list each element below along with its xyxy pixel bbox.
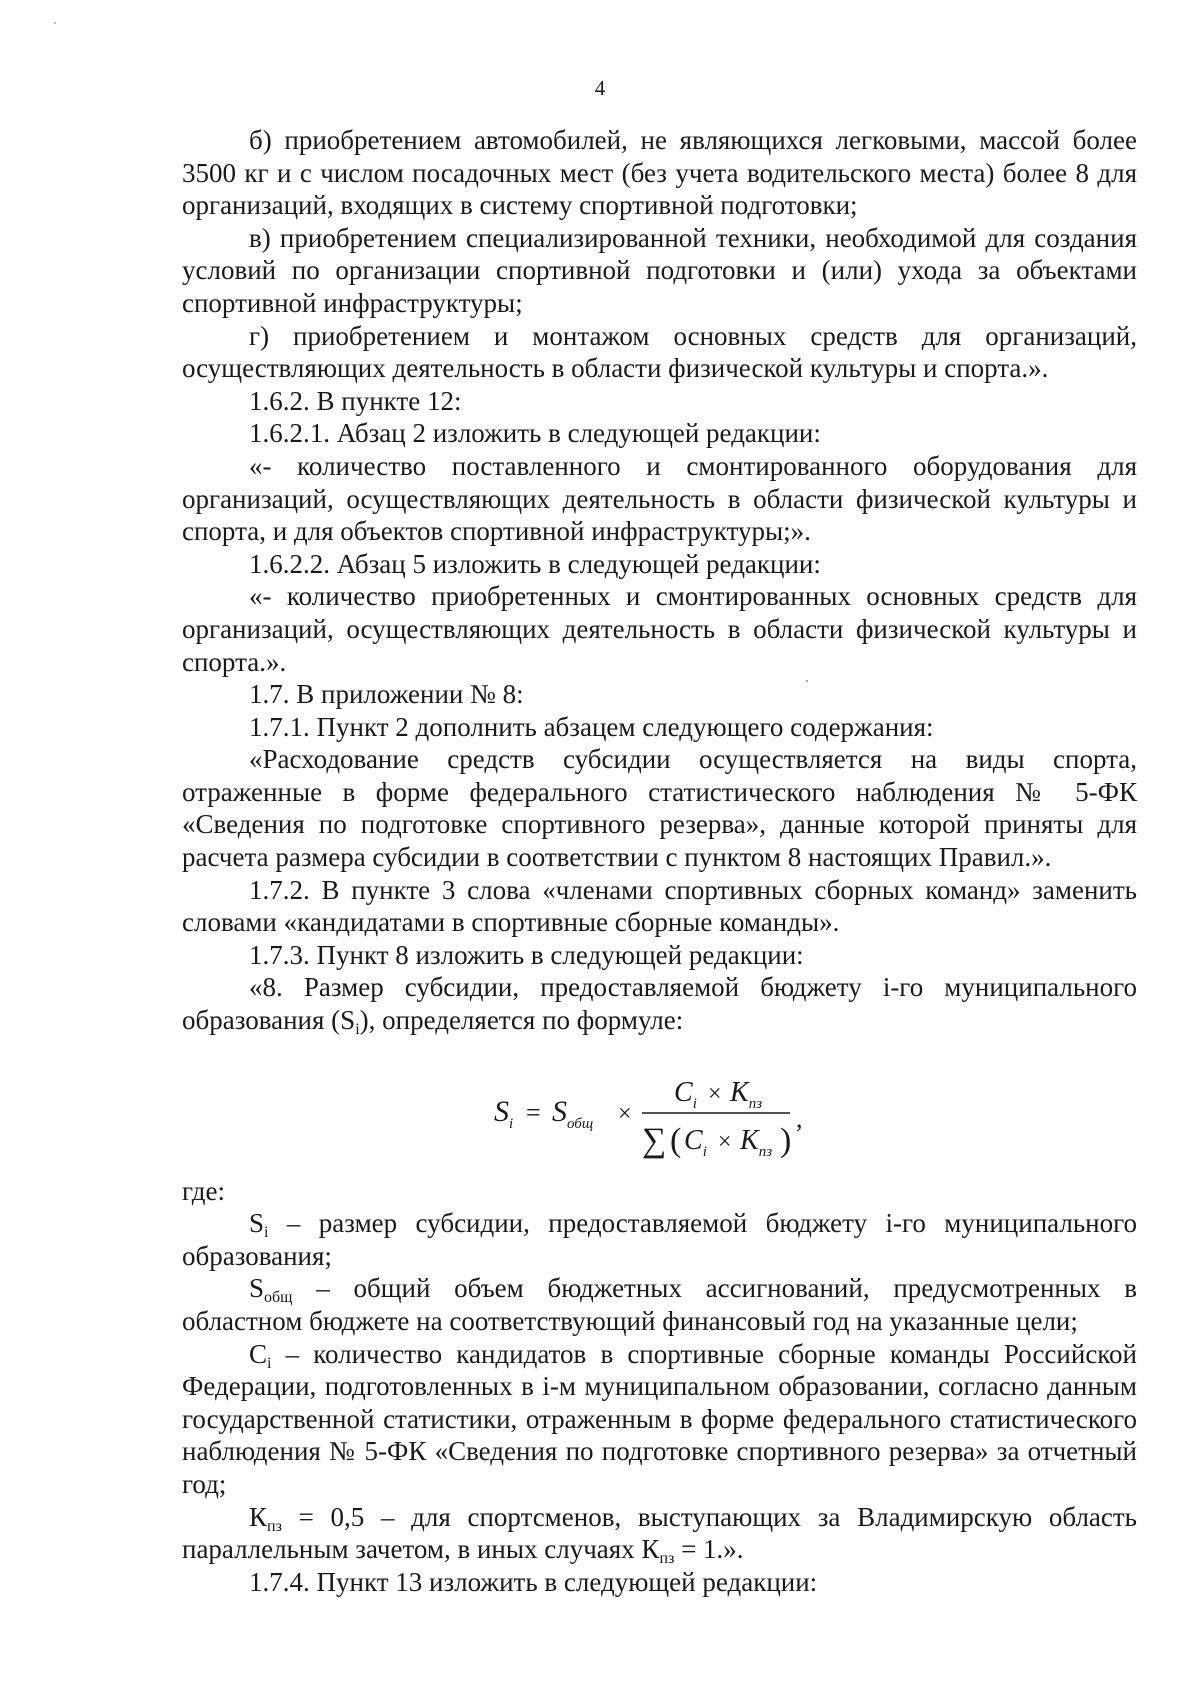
paragraph: в) приобретением специализированной техники, необходимой для создания условий по организации спортивной подготовки и (или) ухода за объектами спортивной инфраструктуры; [182,222,1137,318]
formula-sum: ∑ [642,1121,667,1159]
formula-den-c-sub: i [702,1143,707,1160]
formula-num-c-sub: i [692,1095,697,1112]
formula-den-times: × [718,1128,732,1155]
formula-times: × [618,1100,632,1127]
paragraph: «- количество приобретенных и смонтированных основных средств для организаций, осуществляющих деятельность в области физической культуры и спорта.». [182,581,1137,677]
formula-block [182,1037,1137,1175]
paragraph: 1.7.3. Пункт 8 изложить в следующей редакции: [249,939,804,970]
page-number: 4 [594,76,606,100]
paragraph: г) приобретением и монтажом основных средств для организаций, осуществляющих деятельность в области физической культуры и спорта.». [182,320,1137,384]
svg-text:Ci [674,1077,697,1112]
paragraph: 1.7.2. В пункте 3 слова «членами спортивных сборных команд» заменить словами «кандидатами в спортивные сборные команды». [182,874,1137,938]
paragraph: 1.7. В приложении № 8: [249,679,524,710]
scan-artifact [54,22,56,24]
definition-ci: $C_i$ – количество кандидатов в спортивные сборные команды Российской Федерации, подготовленных в i-м муниципальном образовании, согласно данным государственной статистики, отраженным в форме федерального статистического наблюдения № 5-ФК «Сведения по подготовке спортивного резерва» за отчетный год; [182,1338,1137,1499]
document-body [182,124,1137,1598]
formula-equals: = [526,1097,541,1127]
subsidy-formula [494,1059,834,1169]
svg-text:Kпз [739,1125,772,1160]
formula-total-sub: общ [567,1115,594,1132]
formula-lparen: ( [670,1121,682,1159]
formula-num-c: C [674,1076,693,1108]
definition-si: $S_i$ – размер субсидии, предоставляемой бюджету i-го муниципального образования; [182,1208,1137,1271]
paragraph: 1.6.2. В пункте 12: [249,385,462,416]
formula-intro-paragraph: «8. Размер субсидии, предоставляемой бюджету i-го муниципального образования $(S_i)$, определяется по формуле: [182,972,1137,1039]
paragraph: «Расходование средств субсидии осуществляется на виды спорта, отраженные в форме федерального статистического наблюдения № 5-ФК «Сведения по подготовке спортивного резерва», данные которой приняты для расчета размера субсидии в соответствии с пунктом 8 настоящих Правил.». [182,744,1137,873]
paragraph: 1.7.1. Пункт 2 дополнить абзацем следующего содержания: [249,711,934,742]
formula-lhs: S [494,1094,509,1128]
formula-den-k-sub: пз [758,1143,773,1160]
formula-den-c: C [684,1124,703,1156]
formula-num-times: × [708,1080,722,1107]
svg-text:Sобщ [552,1095,593,1132]
definition-sobsh: $S_{общ}$ – общий объем бюджетных ассигнований, предусмотренных в областном бюджете на соответствующий финансовый год на указанные цели; [182,1273,1137,1336]
svg-text:Ci [684,1125,707,1160]
where-label: где: [182,1175,225,1206]
paragraph: «- количество поставленного и смонтированного оборудования для организаций, осуществляющих деятельность в области физической культуры и спорта, и для объектов спортивной инфраструктуры;». [182,450,1137,547]
formula-num-k-sub: пз [748,1095,763,1112]
svg-text:Si [494,1095,513,1132]
paragraph-last: 1.7.4. Пункт 13 изложить в следующей редакции: [249,1566,818,1597]
formula-total: S [552,1094,567,1128]
formula-den-k: K [740,1124,759,1156]
svg-text:Kпз [729,1077,762,1112]
formula-lhs-sub: i [509,1115,514,1132]
paragraph: б) приобретением автомобилей, не являющихся легковыми, массой более 3500 кг и с числом посадочных мест (без учета водительского места) более 8 для организаций, входящих в систему спортивной подготовки; [182,125,1137,221]
formula-rparen: ) [780,1121,792,1159]
formula-num-k: K [730,1076,749,1108]
definition-kpz: $К_{пз} = 0,5$ – для спортсменов, выступающих за Владимирскую область параллельным зачетом, в иных случаях $К_{пз} = 1$.». [182,1501,1137,1568]
paragraph: 1.6.2.2. Абзац 5 изложить в следующей редакции: [249,548,821,579]
paragraph: 1.6.2.1. Абзац 2 изложить в следующей редакции: [249,418,821,449]
formula-comma: , [796,1103,803,1133]
